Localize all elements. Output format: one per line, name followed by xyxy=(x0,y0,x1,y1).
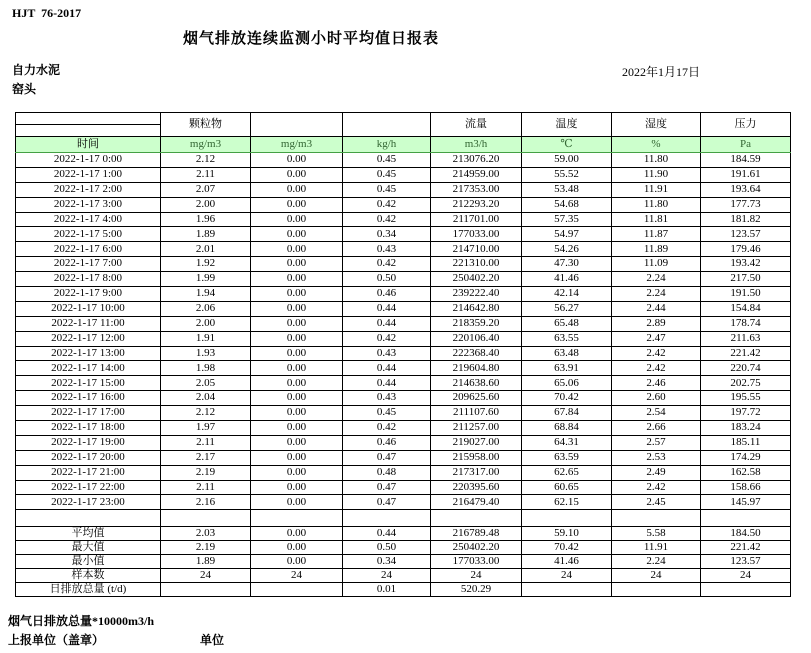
value-cell: 62.15 xyxy=(522,495,612,510)
value-cell: 219027.00 xyxy=(431,435,522,450)
value-cell: 211701.00 xyxy=(431,212,522,227)
value-cell: 0.00 xyxy=(251,153,343,168)
time-cell: 2022-1-17 15:00 xyxy=(16,376,161,391)
group-header-flow: 流量 xyxy=(431,113,522,137)
row-label-cell: 样本数 xyxy=(16,569,161,583)
value-cell: 0.00 xyxy=(251,346,343,361)
value-cell: 0.00 xyxy=(251,316,343,331)
table-row xyxy=(16,212,791,227)
value-cell: 1.93 xyxy=(161,346,251,361)
table-body xyxy=(16,153,791,597)
table-row xyxy=(16,376,791,391)
value-cell: 0.00 xyxy=(251,406,343,421)
time-cell: 2022-1-17 18:00 xyxy=(16,421,161,436)
time-header: 时间 xyxy=(16,137,161,153)
group-header-blank-1 xyxy=(251,113,343,137)
value-cell: 0.50 xyxy=(343,541,431,555)
value-cell: 2.19 xyxy=(161,541,251,555)
value-cell: 5.58 xyxy=(612,527,701,541)
table-row xyxy=(16,495,791,510)
time-cell: 2022-1-17 12:00 xyxy=(16,331,161,346)
value-cell: 0.00 xyxy=(251,435,343,450)
table-row xyxy=(16,287,791,302)
value-cell: 2.19 xyxy=(161,465,251,480)
value-cell: 0.00 xyxy=(251,421,343,436)
value-cell: 1.99 xyxy=(161,272,251,287)
table-row xyxy=(16,421,791,436)
value-cell: 2.54 xyxy=(612,406,701,421)
value-cell: 219604.80 xyxy=(431,361,522,376)
value-cell: 0.00 xyxy=(251,361,343,376)
value-cell: 211107.60 xyxy=(431,406,522,421)
value-cell: 55.52 xyxy=(522,167,612,182)
time-cell: 2022-1-17 4:00 xyxy=(16,212,161,227)
time-cell: 2022-1-17 8:00 xyxy=(16,272,161,287)
value-cell: 2.42 xyxy=(612,346,701,361)
value-cell: 2.57 xyxy=(612,435,701,450)
table-row xyxy=(16,257,791,272)
value-cell: 1.89 xyxy=(161,227,251,242)
value-cell: 0.42 xyxy=(343,197,431,212)
value-cell: 214642.80 xyxy=(431,301,522,316)
table-row xyxy=(16,541,791,555)
value-cell: 193.64 xyxy=(701,182,791,197)
time-cell: 2022-1-17 22:00 xyxy=(16,480,161,495)
time-cell: 2022-1-17 19:00 xyxy=(16,435,161,450)
value-cell: 216479.40 xyxy=(431,495,522,510)
value-cell: 62.65 xyxy=(522,465,612,480)
value-cell: 0.45 xyxy=(343,182,431,197)
value-cell: 2.00 xyxy=(161,197,251,212)
table-row xyxy=(16,301,791,316)
reporting-unit-label: 上报单位（盖章） xyxy=(8,633,105,647)
value-cell: 0.00 xyxy=(251,167,343,182)
value-cell: 177033.00 xyxy=(431,227,522,242)
value-cell: 0.47 xyxy=(343,450,431,465)
unit-cell: Pa xyxy=(701,137,791,153)
value-cell: 2.11 xyxy=(161,435,251,450)
value-cell: 2.04 xyxy=(161,391,251,406)
value-cell: 0.46 xyxy=(343,435,431,450)
value-cell: 0.34 xyxy=(343,555,431,569)
value-cell: 0.00 xyxy=(251,242,343,257)
value-cell: 123.57 xyxy=(701,555,791,569)
value-cell: 24 xyxy=(251,569,343,583)
value-cell: 0.45 xyxy=(343,406,431,421)
value-cell: 0.00 xyxy=(251,331,343,346)
row-label-cell: 日排放总量 (t/d) xyxy=(16,583,161,597)
value-cell: 0.00 xyxy=(251,480,343,495)
time-cell: 2022-1-17 10:00 xyxy=(16,301,161,316)
time-cell: 2022-1-17 21:00 xyxy=(16,465,161,480)
value-cell: 2.00 xyxy=(161,316,251,331)
unit-cell: % xyxy=(612,137,701,153)
value-cell: 216789.48 xyxy=(431,527,522,541)
value-cell: 41.46 xyxy=(522,272,612,287)
value-cell: 0.00 xyxy=(251,495,343,510)
value-cell xyxy=(701,583,791,597)
value-cell xyxy=(612,510,701,527)
time-cell: 2022-1-17 16:00 xyxy=(16,391,161,406)
value-cell: 177.73 xyxy=(701,197,791,212)
row-label-cell: 平均值 xyxy=(16,527,161,541)
table-row xyxy=(16,391,791,406)
value-cell: 56.27 xyxy=(522,301,612,316)
table-row xyxy=(16,527,791,541)
value-cell: 0.44 xyxy=(343,527,431,541)
table-row xyxy=(16,316,791,331)
value-cell: 0.44 xyxy=(343,316,431,331)
table-row xyxy=(16,197,791,212)
value-cell: 250402.20 xyxy=(431,541,522,555)
value-cell: 215958.00 xyxy=(431,450,522,465)
value-cell: 0.00 xyxy=(251,391,343,406)
value-cell: 217.50 xyxy=(701,272,791,287)
value-cell: 0.00 xyxy=(251,527,343,541)
time-cell: 2022-1-17 11:00 xyxy=(16,316,161,331)
value-cell: 221.42 xyxy=(701,346,791,361)
value-cell xyxy=(522,510,612,527)
value-cell: 0.00 xyxy=(251,287,343,302)
standard-code: HJT 76-2017 xyxy=(12,6,82,20)
value-cell: 2.05 xyxy=(161,376,251,391)
time-cell: 2022-1-17 20:00 xyxy=(16,450,161,465)
value-cell: 0.00 xyxy=(251,376,343,391)
unit-cell: mg/m3 xyxy=(161,137,251,153)
value-cell: 65.06 xyxy=(522,376,612,391)
value-cell: 60.65 xyxy=(522,480,612,495)
value-cell: 0.34 xyxy=(343,227,431,242)
value-cell: 0.47 xyxy=(343,495,431,510)
value-cell: 211257.00 xyxy=(431,421,522,436)
table-row xyxy=(16,167,791,182)
value-cell: 220.74 xyxy=(701,361,791,376)
group-header-humidity: 湿度 xyxy=(612,113,701,137)
value-cell: 1.98 xyxy=(161,361,251,376)
time-cell: 2022-1-17 5:00 xyxy=(16,227,161,242)
value-cell: 1.96 xyxy=(161,212,251,227)
time-cell: 2022-1-17 9:00 xyxy=(16,287,161,302)
monitoring-table xyxy=(15,112,791,597)
value-cell: 11.09 xyxy=(612,257,701,272)
value-cell: 2.42 xyxy=(612,480,701,495)
table-row xyxy=(16,555,791,569)
value-cell: 0.46 xyxy=(343,287,431,302)
value-cell: 177033.00 xyxy=(431,555,522,569)
value-cell: 2.66 xyxy=(612,421,701,436)
value-cell: 221.42 xyxy=(701,541,791,555)
unit-cell: kg/h xyxy=(343,137,431,153)
value-cell: 183.24 xyxy=(701,421,791,436)
value-cell: 154.84 xyxy=(701,301,791,316)
unit-cell: mg/m3 xyxy=(251,137,343,153)
table-row xyxy=(16,465,791,480)
value-cell: 42.14 xyxy=(522,287,612,302)
value-cell: 179.46 xyxy=(701,242,791,257)
value-cell: 2.11 xyxy=(161,167,251,182)
value-cell: 217317.00 xyxy=(431,465,522,480)
value-cell: 2.16 xyxy=(161,495,251,510)
value-cell: 250402.20 xyxy=(431,272,522,287)
table-row xyxy=(16,331,791,346)
value-cell: 11.91 xyxy=(612,182,701,197)
value-cell: 0.47 xyxy=(343,480,431,495)
time-cell: 2022-1-17 3:00 xyxy=(16,197,161,212)
value-cell: 63.59 xyxy=(522,450,612,465)
value-cell xyxy=(161,583,251,597)
value-cell: 24 xyxy=(522,569,612,583)
value-cell: 1.94 xyxy=(161,287,251,302)
value-cell: 184.50 xyxy=(701,527,791,541)
value-cell: 0.45 xyxy=(343,167,431,182)
row-label-cell: 最小值 xyxy=(16,555,161,569)
value-cell: 54.26 xyxy=(522,242,612,257)
time-cell: 2022-1-17 1:00 xyxy=(16,167,161,182)
value-cell: 2.45 xyxy=(612,495,701,510)
value-cell: 2.12 xyxy=(161,406,251,421)
value-cell: 2.03 xyxy=(161,527,251,541)
time-cell: 2022-1-17 23:00 xyxy=(16,495,161,510)
value-cell: 0.00 xyxy=(251,182,343,197)
group-header-temperature: 温度 xyxy=(522,113,612,137)
value-cell: 0.01 xyxy=(343,583,431,597)
time-cell: 2022-1-17 2:00 xyxy=(16,182,161,197)
value-cell: 0.00 xyxy=(251,197,343,212)
value-cell xyxy=(161,510,251,527)
value-cell: 0.43 xyxy=(343,242,431,257)
report-date: 2022年1月17日 xyxy=(622,65,701,79)
value-cell: 67.84 xyxy=(522,406,612,421)
table-row xyxy=(16,583,791,597)
value-cell: 63.48 xyxy=(522,346,612,361)
value-cell xyxy=(343,510,431,527)
value-cell: 11.89 xyxy=(612,242,701,257)
value-cell: 2.24 xyxy=(612,272,701,287)
value-cell: 162.58 xyxy=(701,465,791,480)
value-cell: 213076.20 xyxy=(431,153,522,168)
row-label-cell: 最大值 xyxy=(16,541,161,555)
value-cell: 221310.00 xyxy=(431,257,522,272)
value-cell: 0.00 xyxy=(251,257,343,272)
value-cell: 0.50 xyxy=(343,272,431,287)
value-cell: 191.50 xyxy=(701,287,791,302)
value-cell: 209625.60 xyxy=(431,391,522,406)
value-cell: 70.42 xyxy=(522,541,612,555)
value-cell: 239222.40 xyxy=(431,287,522,302)
table-row xyxy=(16,435,791,450)
value-cell: 220395.60 xyxy=(431,480,522,495)
page-title: 烟气排放连续监测小时平均值日报表 xyxy=(182,31,439,47)
value-cell: 24 xyxy=(161,569,251,583)
table-row xyxy=(16,406,791,421)
value-cell: 2.47 xyxy=(612,331,701,346)
value-cell: 220106.40 xyxy=(431,331,522,346)
time-cell: 2022-1-17 6:00 xyxy=(16,242,161,257)
group-header-pressure: 压力 xyxy=(701,113,791,137)
value-cell: 2.49 xyxy=(612,465,701,480)
value-cell: 11.87 xyxy=(612,227,701,242)
time-cell: 2022-1-17 17:00 xyxy=(16,406,161,421)
value-cell: 11.90 xyxy=(612,167,701,182)
value-cell: 2.06 xyxy=(161,301,251,316)
value-cell: 2.89 xyxy=(612,316,701,331)
value-cell: 185.11 xyxy=(701,435,791,450)
value-cell: 0.42 xyxy=(343,421,431,436)
value-cell: 0.48 xyxy=(343,465,431,480)
value-cell: 191.61 xyxy=(701,167,791,182)
value-cell: 68.84 xyxy=(522,421,612,436)
value-cell: 214638.60 xyxy=(431,376,522,391)
group-header-row-top xyxy=(16,113,791,125)
value-cell: 214710.00 xyxy=(431,242,522,257)
value-cell: 54.97 xyxy=(522,227,612,242)
value-cell: 0.44 xyxy=(343,376,431,391)
table-row xyxy=(16,510,791,527)
value-cell: 2.12 xyxy=(161,153,251,168)
value-cell: 0.42 xyxy=(343,257,431,272)
table-row xyxy=(16,227,791,242)
table-row xyxy=(16,153,791,168)
value-cell: 181.82 xyxy=(701,212,791,227)
value-cell xyxy=(612,583,701,597)
value-cell: 214959.00 xyxy=(431,167,522,182)
table-row xyxy=(16,361,791,376)
value-cell: 217353.00 xyxy=(431,182,522,197)
unit-cell: m3/h xyxy=(431,137,522,153)
value-cell: 11.91 xyxy=(612,541,701,555)
total-emission-note: 烟气日排放总量*10000m3/h xyxy=(8,614,155,628)
value-cell: 24 xyxy=(701,569,791,583)
value-cell: 24 xyxy=(431,569,522,583)
unit-cell: ℃ xyxy=(522,137,612,153)
value-cell: 59.10 xyxy=(522,527,612,541)
company-name: 自力水泥 xyxy=(12,63,61,77)
value-cell: 222368.40 xyxy=(431,346,522,361)
value-cell: 65.48 xyxy=(522,316,612,331)
value-cell: 0.42 xyxy=(343,331,431,346)
value-cell: 53.48 xyxy=(522,182,612,197)
value-cell: 2.60 xyxy=(612,391,701,406)
value-cell: 195.55 xyxy=(701,391,791,406)
value-cell: 174.29 xyxy=(701,450,791,465)
value-cell: 59.00 xyxy=(522,153,612,168)
table-row xyxy=(16,569,791,583)
value-cell: 211.63 xyxy=(701,331,791,346)
value-cell: 184.59 xyxy=(701,153,791,168)
value-cell: 178.74 xyxy=(701,316,791,331)
value-cell: 1.92 xyxy=(161,257,251,272)
value-cell: 63.55 xyxy=(522,331,612,346)
value-cell: 212293.20 xyxy=(431,197,522,212)
value-cell: 0.44 xyxy=(343,301,431,316)
value-cell: 2.01 xyxy=(161,242,251,257)
value-cell: 193.42 xyxy=(701,257,791,272)
table-row xyxy=(16,182,791,197)
value-cell: 0.43 xyxy=(343,391,431,406)
unit-header-row xyxy=(16,137,791,153)
time-cell: 2022-1-17 0:00 xyxy=(16,153,161,168)
value-cell: 1.89 xyxy=(161,555,251,569)
value-cell: 0.00 xyxy=(251,541,343,555)
table-row xyxy=(16,242,791,257)
value-cell: 2.53 xyxy=(612,450,701,465)
value-cell: 0.45 xyxy=(343,153,431,168)
unit-label: 单位 xyxy=(200,633,225,647)
table-row xyxy=(16,480,791,495)
value-cell: 1.91 xyxy=(161,331,251,346)
station-name: 窑头 xyxy=(12,82,37,96)
spacer-cell xyxy=(16,510,161,527)
value-cell: 2.46 xyxy=(612,376,701,391)
value-cell: 202.75 xyxy=(701,376,791,391)
value-cell: 57.35 xyxy=(522,212,612,227)
value-cell: 2.11 xyxy=(161,480,251,495)
value-cell: 0.00 xyxy=(251,212,343,227)
value-cell xyxy=(251,510,343,527)
value-cell: 0.00 xyxy=(251,227,343,242)
value-cell: 11.81 xyxy=(612,212,701,227)
value-cell: 158.66 xyxy=(701,480,791,495)
value-cell: 41.46 xyxy=(522,555,612,569)
value-cell: 197.72 xyxy=(701,406,791,421)
value-cell xyxy=(522,583,612,597)
value-cell xyxy=(431,510,522,527)
value-cell: 11.80 xyxy=(612,197,701,212)
value-cell: 123.57 xyxy=(701,227,791,242)
value-cell: 47.30 xyxy=(522,257,612,272)
value-cell: 63.91 xyxy=(522,361,612,376)
value-cell: 0.00 xyxy=(251,301,343,316)
value-cell: 2.07 xyxy=(161,182,251,197)
table-row xyxy=(16,346,791,361)
value-cell: 520.29 xyxy=(431,583,522,597)
value-cell: 218359.20 xyxy=(431,316,522,331)
value-cell: 0.00 xyxy=(251,465,343,480)
group-header-blank-2 xyxy=(343,113,431,137)
value-cell: 24 xyxy=(343,569,431,583)
value-cell: 145.97 xyxy=(701,495,791,510)
value-cell: 54.68 xyxy=(522,197,612,212)
value-cell: 0.44 xyxy=(343,361,431,376)
time-cell: 2022-1-17 7:00 xyxy=(16,257,161,272)
time-cell: 2022-1-17 13:00 xyxy=(16,346,161,361)
value-cell: 2.24 xyxy=(612,555,701,569)
value-cell xyxy=(701,510,791,527)
value-cell: 2.44 xyxy=(612,301,701,316)
value-cell: 11.80 xyxy=(612,153,701,168)
value-cell xyxy=(251,583,343,597)
value-cell: 0.00 xyxy=(251,555,343,569)
table-row xyxy=(16,272,791,287)
value-cell: 0.00 xyxy=(251,450,343,465)
value-cell: 70.42 xyxy=(522,391,612,406)
corner-cell-bottom xyxy=(16,125,161,137)
value-cell: 2.42 xyxy=(612,361,701,376)
value-cell: 2.17 xyxy=(161,450,251,465)
value-cell: 24 xyxy=(612,569,701,583)
group-header-particulate: 颗粒物 xyxy=(161,113,251,137)
time-cell: 2022-1-17 14:00 xyxy=(16,361,161,376)
table-row xyxy=(16,450,791,465)
value-cell: 0.43 xyxy=(343,346,431,361)
value-cell: 64.31 xyxy=(522,435,612,450)
value-cell: 0.42 xyxy=(343,212,431,227)
value-cell: 0.00 xyxy=(251,272,343,287)
corner-cell-top xyxy=(16,113,161,125)
value-cell: 1.97 xyxy=(161,421,251,436)
value-cell: 2.24 xyxy=(612,287,701,302)
